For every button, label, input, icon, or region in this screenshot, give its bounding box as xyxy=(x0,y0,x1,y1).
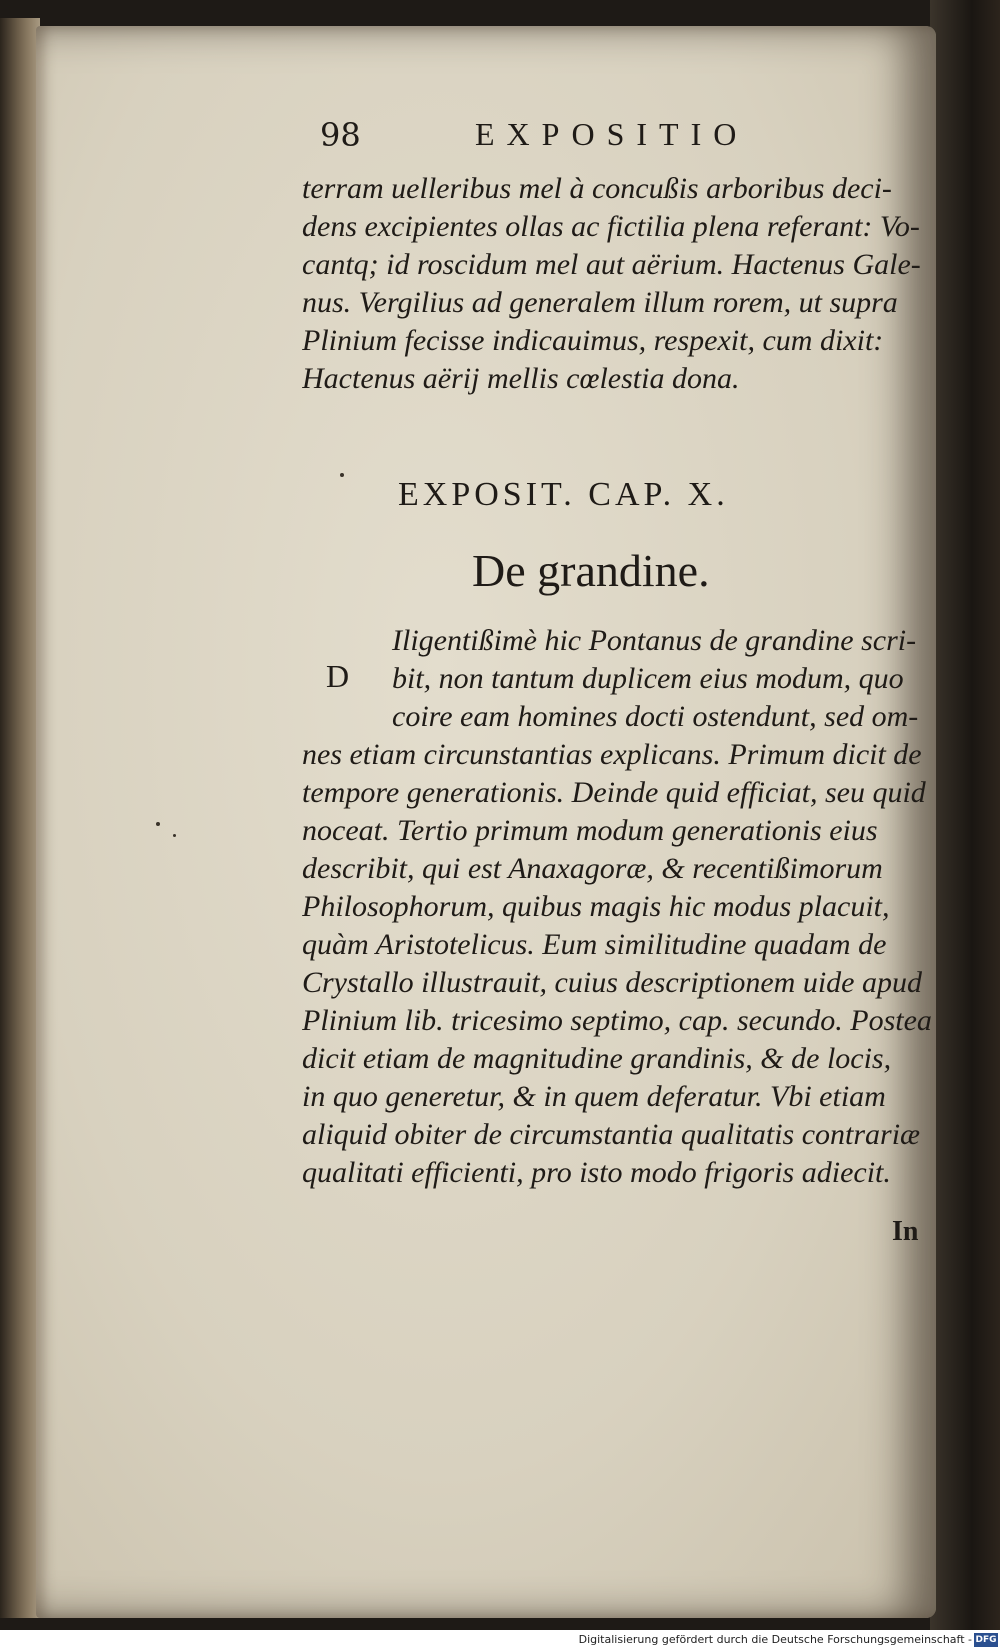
page-header xyxy=(320,116,840,176)
text-line: nus. Vergilius ad generalem illum rorem, ut supra xyxy=(302,286,898,319)
dfg-logo: DFG xyxy=(975,1635,997,1645)
text-line: dicit etiam de magnitudine grandinis, & de locis, xyxy=(302,1042,892,1075)
text-line: Plinium fecisse indicauimus, respexit, cum dixit: xyxy=(302,324,884,357)
text-line: Hactenus aërij mellis cœlestia dona. xyxy=(302,362,740,395)
text-line: Iligentißimè hic Pontanus de grandine scri- xyxy=(392,624,917,657)
book-edge-left xyxy=(0,18,40,1618)
text-line: bit, non tantum duplicem eius modum, quo xyxy=(392,662,904,695)
ink-speck xyxy=(340,473,344,477)
chapter-heading: EXPOSIT. CAP. X. xyxy=(398,476,729,513)
text-line: noceat. Tertio primum modum generationis eius xyxy=(302,814,878,847)
footer-credit: Digitalisierung gefördert durch die Deutsche Forschungsgemeinschaft - xyxy=(578,1633,972,1646)
text-line: aliquid obiter de circumstantia qualitatis contrariæ xyxy=(302,1118,921,1151)
footer-bar xyxy=(0,1630,1000,1651)
book-edge-right xyxy=(930,0,1000,1630)
text-line: describit, qui est Anaxagoræ, & recentißimorum xyxy=(302,852,883,885)
text-line: tempore generationis. Deinde quid efficiat, seu quid xyxy=(302,776,926,809)
text-line: dens excipientes ollas ac fictilia plena referant: Vo- xyxy=(302,210,920,243)
text-line: nes etiam circunstantias explicans. Primum dicit de xyxy=(302,738,922,771)
text-line: Plinium lib. tricesimo septimo, cap. secundo. Postea xyxy=(302,1004,932,1037)
book-page xyxy=(36,26,936,1618)
section-title: De grandine. xyxy=(472,545,710,596)
text-line: cantq; id roscidum mel aut aërium. Hactenus Gale- xyxy=(302,248,921,281)
paragraph-grandine xyxy=(302,622,932,1192)
text-line: Philosophorum, quibus magis hic modus placuit, xyxy=(302,890,890,923)
text-line: qualitati efficienti, pro isto modo frigoris adiecit. xyxy=(302,1156,891,1189)
text-line: in quo generetur, & in quem deferatur. Vbi etiam xyxy=(302,1080,886,1113)
running-title: EXPOSITIO xyxy=(475,116,749,152)
text-line: Crystallo illustrauit, cuius descriptionem uide apud xyxy=(302,966,922,999)
drop-initial: D xyxy=(326,658,350,694)
ink-speck xyxy=(173,834,176,837)
text-line: coire eam homines docti ostendunt, sed om- xyxy=(392,700,919,733)
ink-speck xyxy=(156,822,160,826)
paragraph-galenus xyxy=(302,170,932,398)
catchword: In xyxy=(892,1216,919,1247)
text-line: quàm Aristotelicus. Eum similitudine quadam de xyxy=(302,928,887,961)
text-line: terram uelleribus mel à concußis arboribus deci- xyxy=(302,172,892,205)
page-number: 98 xyxy=(320,116,361,154)
